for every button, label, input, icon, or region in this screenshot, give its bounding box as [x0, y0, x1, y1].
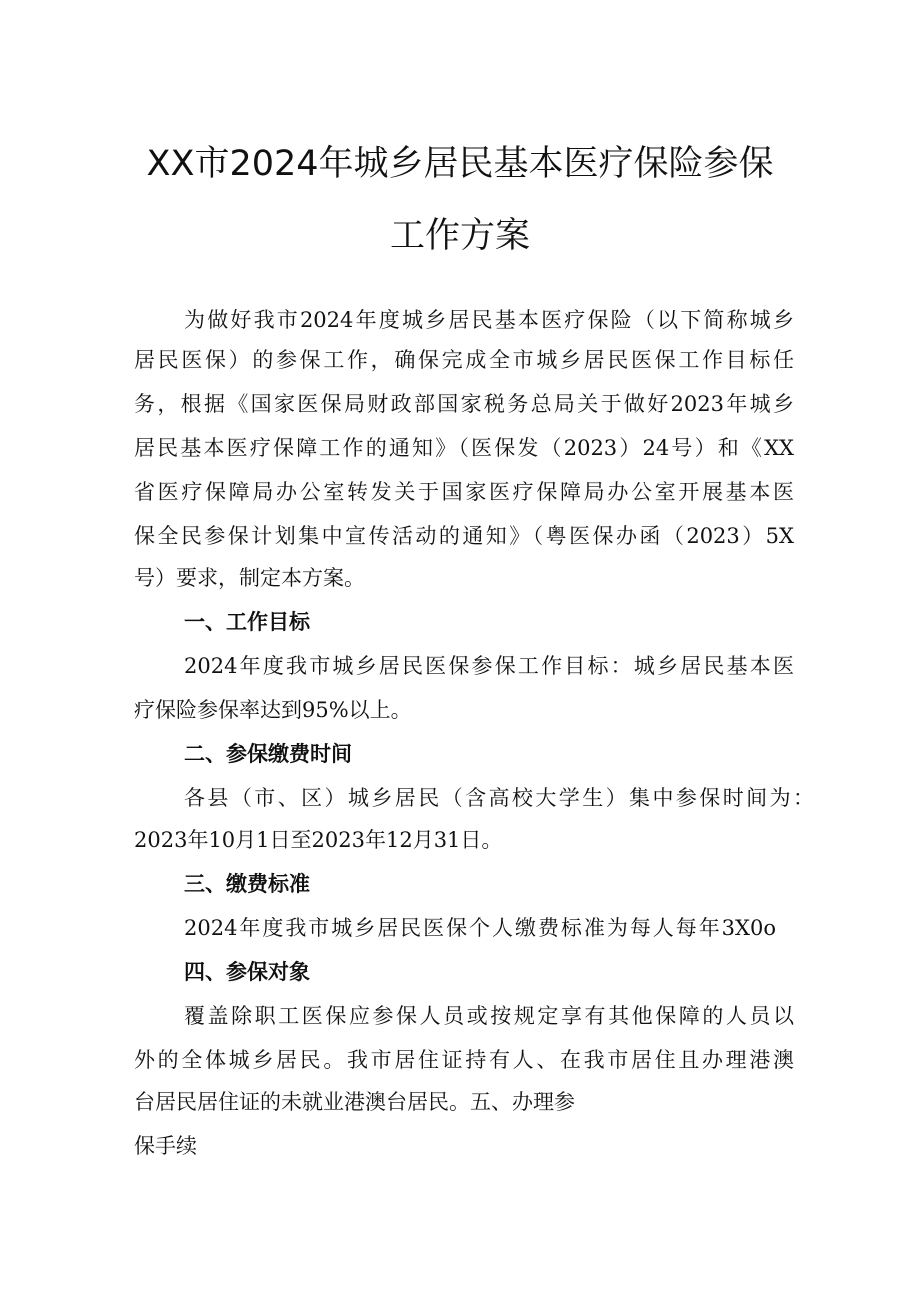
section-body-line: 疗保险参保率达到95%以上。	[134, 698, 412, 722]
intro-line: 务，根据《国家医保局财政部国家税务总局关于做好2023年城乡	[134, 392, 794, 416]
intro-line: 为做好我市2024年度城乡居民基本医疗保险（以下简称城乡	[184, 308, 794, 332]
section-body-line: 覆盖除职工医保应参保人员或按规定享有其他保障的人员以	[184, 1004, 794, 1028]
section-body-line: 保手续	[134, 1134, 197, 1158]
section-body-line: 2024年度我市城乡居民医保个人缴费标准为每人每年3X0o	[184, 916, 776, 940]
intro-line: 保全民参保计划集中宣传活动的通知》（粤医保办函（2023）5X	[134, 524, 794, 548]
section-body-line: 台居民居住证的未就业港澳台居民。五、办理参	[134, 1090, 575, 1114]
section-body-line: 2024年度我市城乡居民医保参保工作目标：城乡居民基本医	[184, 654, 794, 678]
intro-line: 省医疗保障局办公室转发关于国家医疗保障局办公室开展基本医	[134, 480, 794, 504]
section-body-line: 各县（市、区）城乡居民（含高校大学生）集中参保时间为：	[184, 786, 814, 810]
intro-line: 号）要求，制定本方案。	[134, 566, 365, 590]
section-heading-payment-time: 二、参保缴费时间	[184, 742, 352, 766]
section-body-line: 外的全体城乡居民。我市居住证持有人、在我市居住且办理港澳	[134, 1048, 794, 1072]
intro-line: 居民医保）的参保工作，确保完成全市城乡居民医保工作目标任	[134, 348, 794, 372]
document-title-line-2: 工作方案	[389, 216, 530, 256]
intro-line: 居民基本医疗保障工作的通知》（医保发（2023）24号）和《XX	[134, 436, 794, 460]
section-heading-payment-standard: 三、缴费标准	[184, 872, 310, 896]
section-body-line: 2023年10月1日至2023年12月31日。	[134, 828, 503, 852]
document-title-line-1: XX市2024年城乡居民基本医疗保险参保	[146, 144, 774, 184]
section-heading-goals: 一、工作目标	[184, 610, 310, 634]
section-heading-coverage: 四、参保对象	[184, 960, 310, 984]
